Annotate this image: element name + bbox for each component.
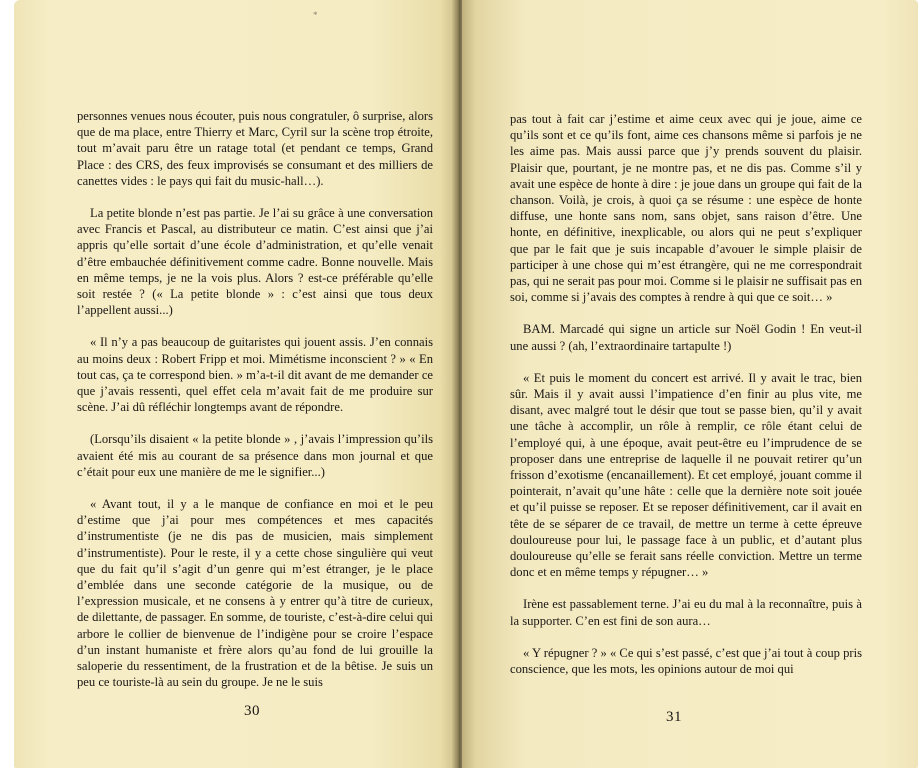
paragraph: personnes venues nous écouter, puis nous congratuler, ô surprise, alors que de ma place, entre Thierry et Marc, Cyril sur la scène trop étroite, tout m’avait paru être un ratage total (et pendant ce temps, Grand Place : des CRS, des feux improvisés se consumant et des milliers de canettes vides : le pays qui fait du music-hall…). [77, 109, 433, 188]
paper-speck: * [313, 10, 318, 20]
right-page [462, 0, 918, 768]
paragraph: « Avant tout, il y a le manque de confiance en moi et le peu d’estime que j’ai pour mes compétences et mes capacités d’instrumentiste (je ne dis pas de musicien, mais simplement d’instrumentiste). Pour le reste, il y a cette chose singulière qui veut que du fait qu’il s’agit d’un genre qui m’est étranger, je le place d’emblée dans une seconde catégorie de la musique, ou de l’expression musicale, et ne consens à y entrer qu’à titre de curieux, de dilettante, de passager. En somme, de touriste, c’est-à-dire celui qui arbore le collier de bienvenue de l’indigène pour se croire l’espace d’un instant humaniste et frère alors qu’au fond de lui grouille la saloperie du ressentiment, de la frustration et de la bêtise. Je suis un peu ce touriste-là au sein du groupe. Je ne le suis [77, 497, 433, 690]
paragraph: « Et puis le moment du concert est arrivé. Il y avait le trac, bien sûr. Mais il y avait aussi l’impatience d’en finir au plus vite, me disant, avec malgré tout le désir que tout se passe bien, qu’il y avait une tâche à accomplir, un rôle à remplir, ce rôle étant celui de l’employé qui, à une époque, avait peut-être eu l’imprudence de se proposer dans une entreprise de laquelle il ne pouvait retirer qu’un frisson d’exotisme (encanaillement). Et cet employé, jouant comme il pointerait, n’avait qu’une hâte : celle que la dernière note soit jouée et qu’il puisse se reposer. Et se reposer définitivement, car il avait en tête de se séparer de ce travail, de mettre un terme à cette épreuve douloureuse pour lui, le passage face à un public, et d’autant plus douloureuse qu’elle se ferait sans réelle conviction. Mettre un terme donc et en même temps y répugner… » [510, 370, 862, 580]
paragraph: (Lorsqu’ils disaient « la petite blonde » , j’avais l’impression qu’ils avaient été mis au courant de sa présence dans mon journal et que c’était pour eux une manière de me le signifier...) [77, 432, 433, 479]
left-page [14, 0, 458, 768]
right-page-text [510, 111, 862, 693]
paragraph: BAM. Marcadé qui signe un article sur Noël Godin ! En veut-il une aussi ? (ah, l’extraordinaire tartapulte !) [510, 322, 862, 353]
paragraph: Irène est passablement terne. J’ai eu du mal à la reconnaître, puis à la supporter. C’en est fini de son aura… [510, 597, 862, 628]
page-number: 30 [244, 703, 260, 719]
page-number: 31 [666, 709, 682, 725]
paragraph: La petite blonde n’est pas partie. Je l’ai su grâce à une conversation avec Francis et Pascal, au distributeur ce matin. C’est ainsi que j’ai appris qu’elle sortait d’une école d’administration, et qu’elle venait d’être embauchée définitivement comme cadre. Bonne nouvelle. Mais en même temps, je ne la vois plus. Alors ? est-ce préférable qu’elle soit restée ? (« La petite blonde » : c’est ainsi que tous deux l’appellent aussi...) [77, 206, 433, 318]
paragraph: « Y répugner ? » « Ce qui s’est passé, c’est que j’ai tout à coup pris conscience, que les mots, les opinions autour de moi qui [510, 645, 862, 677]
paragraph: « Il n’y a pas beaucoup de guitaristes qui jouent assis. J’en connais au moins deux : Robert Fripp et moi. Mimétisme inconscient ? » « En tout cas, ça te correspond bien. » m’a-t-il dit avant de me demander ce que j’avais ressenti, quel effet cela m’avait fait de me produire sur scène. J’ai dû réfléchir longtemps avant de répondre. [77, 335, 433, 415]
left-page-text [77, 108, 433, 707]
paragraph: pas tout à fait car j’estime et aime ceux avec qui je joue, aime ce qu’ils sont et ce qu’ils font, aime ces chansons même si parfois je ne les aime pas. Mais aussi parce que j’y prends souvent du plaisir. Plaisir que, pourtant, je ne montre pas, et ne dis pas. Comme s’il y avait une espèce de honte à dire : je joue dans un groupe qui fait de la chanson. Voilà, je crois, à quoi ça se résume : une espèce de honte diffuse, une honte sans nom, sans objet, sans raison d’être. Une honte, en définitive, inexplicable, ou alors qui ne peut s’expliquer que par le fait que je suis incapable d’avouer le simple plaisir de participer à une chose qui m’est étrangère, qui ne me correspondrait pas, qui ne serait pas pour moi. Comme si le plaisir ne suffisait pas en soi, comme si j’avais des comptes à rendre à qui que ce soit… » [510, 112, 862, 305]
